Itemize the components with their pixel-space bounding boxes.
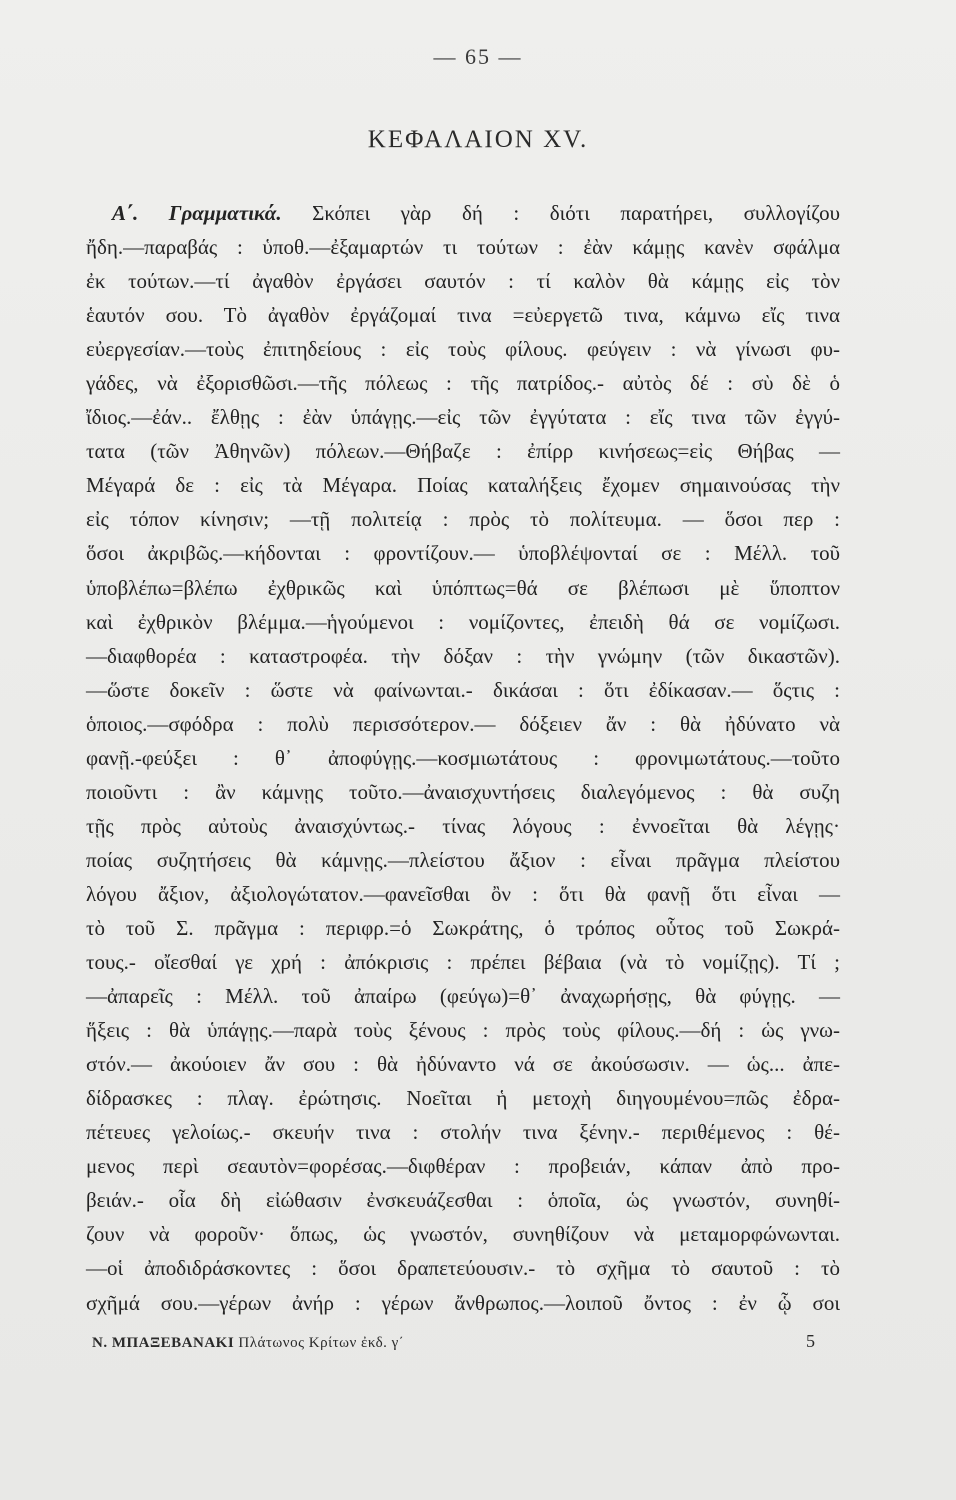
- text-line: τὸ τοῦ Σ. πρᾶγμα : περιφρ.=ὁ Σωκράτης, ὁ τρόπος οὗτος τοῦ Σωκρά-: [86, 915, 840, 940]
- text-line: —διαφθορέα : καταστροφέα. τὴν δόξαν : τὴν γνώμην (τῶν δικαστῶν).: [86, 643, 840, 668]
- text-line: τῇς πρὸς αὐτοὺς ἀναισχύντως.- τίνας λόγους : ἐννοεῖται θὰ λέγῃς·: [86, 813, 840, 838]
- text-line: λόγου ἄξιον, ἀξιολογώτατον.—φανεῖσθαι ὂν : ὅτι θὰ φανῇ ὅτι εἶναι —: [86, 881, 840, 906]
- text-line: ὁποιος.—σφόδρα : πολὺ περισσότερον.— δόξειεν ἄν : θὰ ἠδύνατο νὰ: [86, 711, 840, 736]
- text-line: ἥξεις : θὰ ὑπάγῃς.—παρὰ τοὺς ξένους : πρὸς τοὺς φίλους.—δή : ὡς γνω-: [86, 1018, 840, 1043]
- text-line: δίδρασκες : πλαγ. ἐρώτησις. Νοεῖται ἡ μετοχὴ διηγουμένου=πῶς ἐδρα-: [86, 1086, 840, 1111]
- text-line: ἴδιος.—ἐάν.. ἔλθῃς : ἐὰν ὑπάγῃς.—εἰς τῶν ἐγγύτατα : εἴς τινα τῶν ἐγγύ-: [86, 405, 840, 430]
- publisher-name: Ν. ΜΠΑΞΕΒΑΝΑΚΙ: [92, 1335, 235, 1351]
- text-line: τατα (τῶν Ἀθηνῶν) πόλεων.—Θήβαζε : ἐπίρρ κινήσεως=εἰς Θήβας —: [86, 439, 840, 464]
- text-line: φανῇ.-φεύξει : θ᾽ ἀποφύγῃς.—κοσμιωτάτους : φρονιμωτάτους.—τοῦτο: [86, 745, 840, 770]
- page-number: — 65 —: [433, 44, 523, 69]
- publisher-book-info: Πλάτωνος Κρίτων ἐκδ. γ΄: [234, 1335, 405, 1351]
- text-line: —ἀπαρεῖς : Μέλλ. τοῦ ἀπαίρω (φεύγω)=θ᾽ ἀναχωρήσῃς, θὰ φύγῃς. —: [86, 984, 840, 1009]
- text-line: ζουν νὰ φοροῦν· ὅπως, ὡς γνωστόν, συνηθίζουν νὰ μεταμορφώνωνται.: [86, 1222, 840, 1247]
- text-line: τους.- οἴεσθαί γε χρή : ἀπόκρισις : πρέπει βέβαια (νὰ τὸ νομίζῃς). Τί ;: [86, 950, 840, 975]
- text-line: —ὥστε δοκεῖν : ὥστε νὰ φαίνωνται.- δικάσαι : ὅτι ἐδίκασαν.— ὅςτις :: [86, 677, 840, 702]
- section-heading: Α΄. Γραμματικά.: [112, 201, 282, 225]
- text-line: βειάν.- οἷα δὴ εἰώθασιν ἐνσκευάζεσθαι : ὁποῖα, ὡς γνωστόν, συνηθί-: [86, 1188, 840, 1213]
- text-line: γάδες, νὰ ἐξορισθῶσι.—τῆς πόλεως : τῆς πατρίδος.- αὐτὸς δέ : σὺ δὲ ὁ: [86, 371, 840, 396]
- text-line: ἑαυτόν σου. Τὸ ἀγαθὸν ἐργάζομαί τινα =εὐεργετῶ τινα, κάμνω εἴς τινα: [86, 303, 840, 328]
- text-line: ὑποβλέπω=βλέπω ἐχθρικῶς καὶ ὑπόπτως=θά σε βλέπωσι μὲ ὕποπτον: [86, 575, 840, 600]
- text-line: ὅσοι ἀκριβῶς.—κήδονται : φροντίζουν.— ὑποβλέψονταί σε : Μέλλ. τοῦ: [86, 541, 840, 566]
- text-line-1-rest: Σκόπει γὰρ δή : διότι παρατήρει, συλλογίζου: [281, 201, 840, 225]
- text-line: ποίας συζητήσεις θὰ κάμνῃς.—πλείστου ἄξιον : εἶναι πρᾶγμα πλείστου: [86, 847, 840, 872]
- text-line: Μέγαρά δε : εἰς τὰ Μέγαρα. Ποίας καταλήξεις ἔχομεν σημαινούσας τὴν: [86, 473, 840, 498]
- text-line: —οἱ ἀποδιδράσκοντες : ὅσοι δραπετεύουσιν.- τὸ σχῆμα τὸ σαυτοῦ : τὸ: [86, 1256, 840, 1281]
- text-line: ἤδη.—παραβάς : ὑποθ.—ἐξαμαρτών τι τούτων : ἐὰν κάμῃς κανὲν σφάλμα: [86, 235, 840, 260]
- body-text: [86, 196, 840, 1320]
- text-line: καὶ ἐχθρικὸν βλέμμα.—ἡγούμενοι : νομίζοντες, ἐπειδὴ θά σε νομίζωσι.: [86, 609, 840, 634]
- text-line: σχῆμά σου.—γέρων ἀνήρ : γέρων ἄνθρωπος.—λοιποῦ ὄντος : ἐν ᾧ σοι: [86, 1290, 840, 1315]
- text-line: πέτευες γελοίως.- σκευήν τινα : στολήν τινα ξένην.- περιθέμενος : θέ-: [86, 1120, 840, 1145]
- signature-number: 5: [806, 1331, 815, 1351]
- text-line: ποιοῦντι : ἂν κάμνῃς τοῦτο.—ἀναισχυντήσεις διαλεγόμενος : θὰ συζη: [86, 779, 840, 804]
- text-line: εἰς τόπον κίνησιν; —τῇ πολιτείᾳ : πρὸς τὸ πολίτευμα. — ὅσοι περ :: [86, 507, 840, 532]
- text-line-1: [86, 196, 840, 230]
- text-line: μενος περὶ σεαυτὸν=φορέσας.—διφθέραν : προβειάν, κάπαν ἀπὸ προ-: [86, 1154, 840, 1179]
- publisher-footer: [92, 1335, 404, 1352]
- text-line: ἐκ τούτων.—τί ἀγαθὸν ἐργάσει σαυτόν : τί καλὸν θὰ κάμῃς εἰς τὸν: [86, 269, 840, 294]
- chapter-title: ΚΕΦΑΛΑΙΟΝ XV.: [367, 126, 589, 153]
- text-line: στόν.— ἀκούοιεν ἄν σου : θὰ ἠδύναντο νά σε ἀκούσωσιν. — ὡς... ἀπε-: [86, 1052, 840, 1077]
- text-line: εὐεργεσίαν.—τοὺς ἐπιτηδείους : εἰς τοὺς φίλους. φεύγειν : νὰ γίνωσι φυ-: [86, 337, 840, 362]
